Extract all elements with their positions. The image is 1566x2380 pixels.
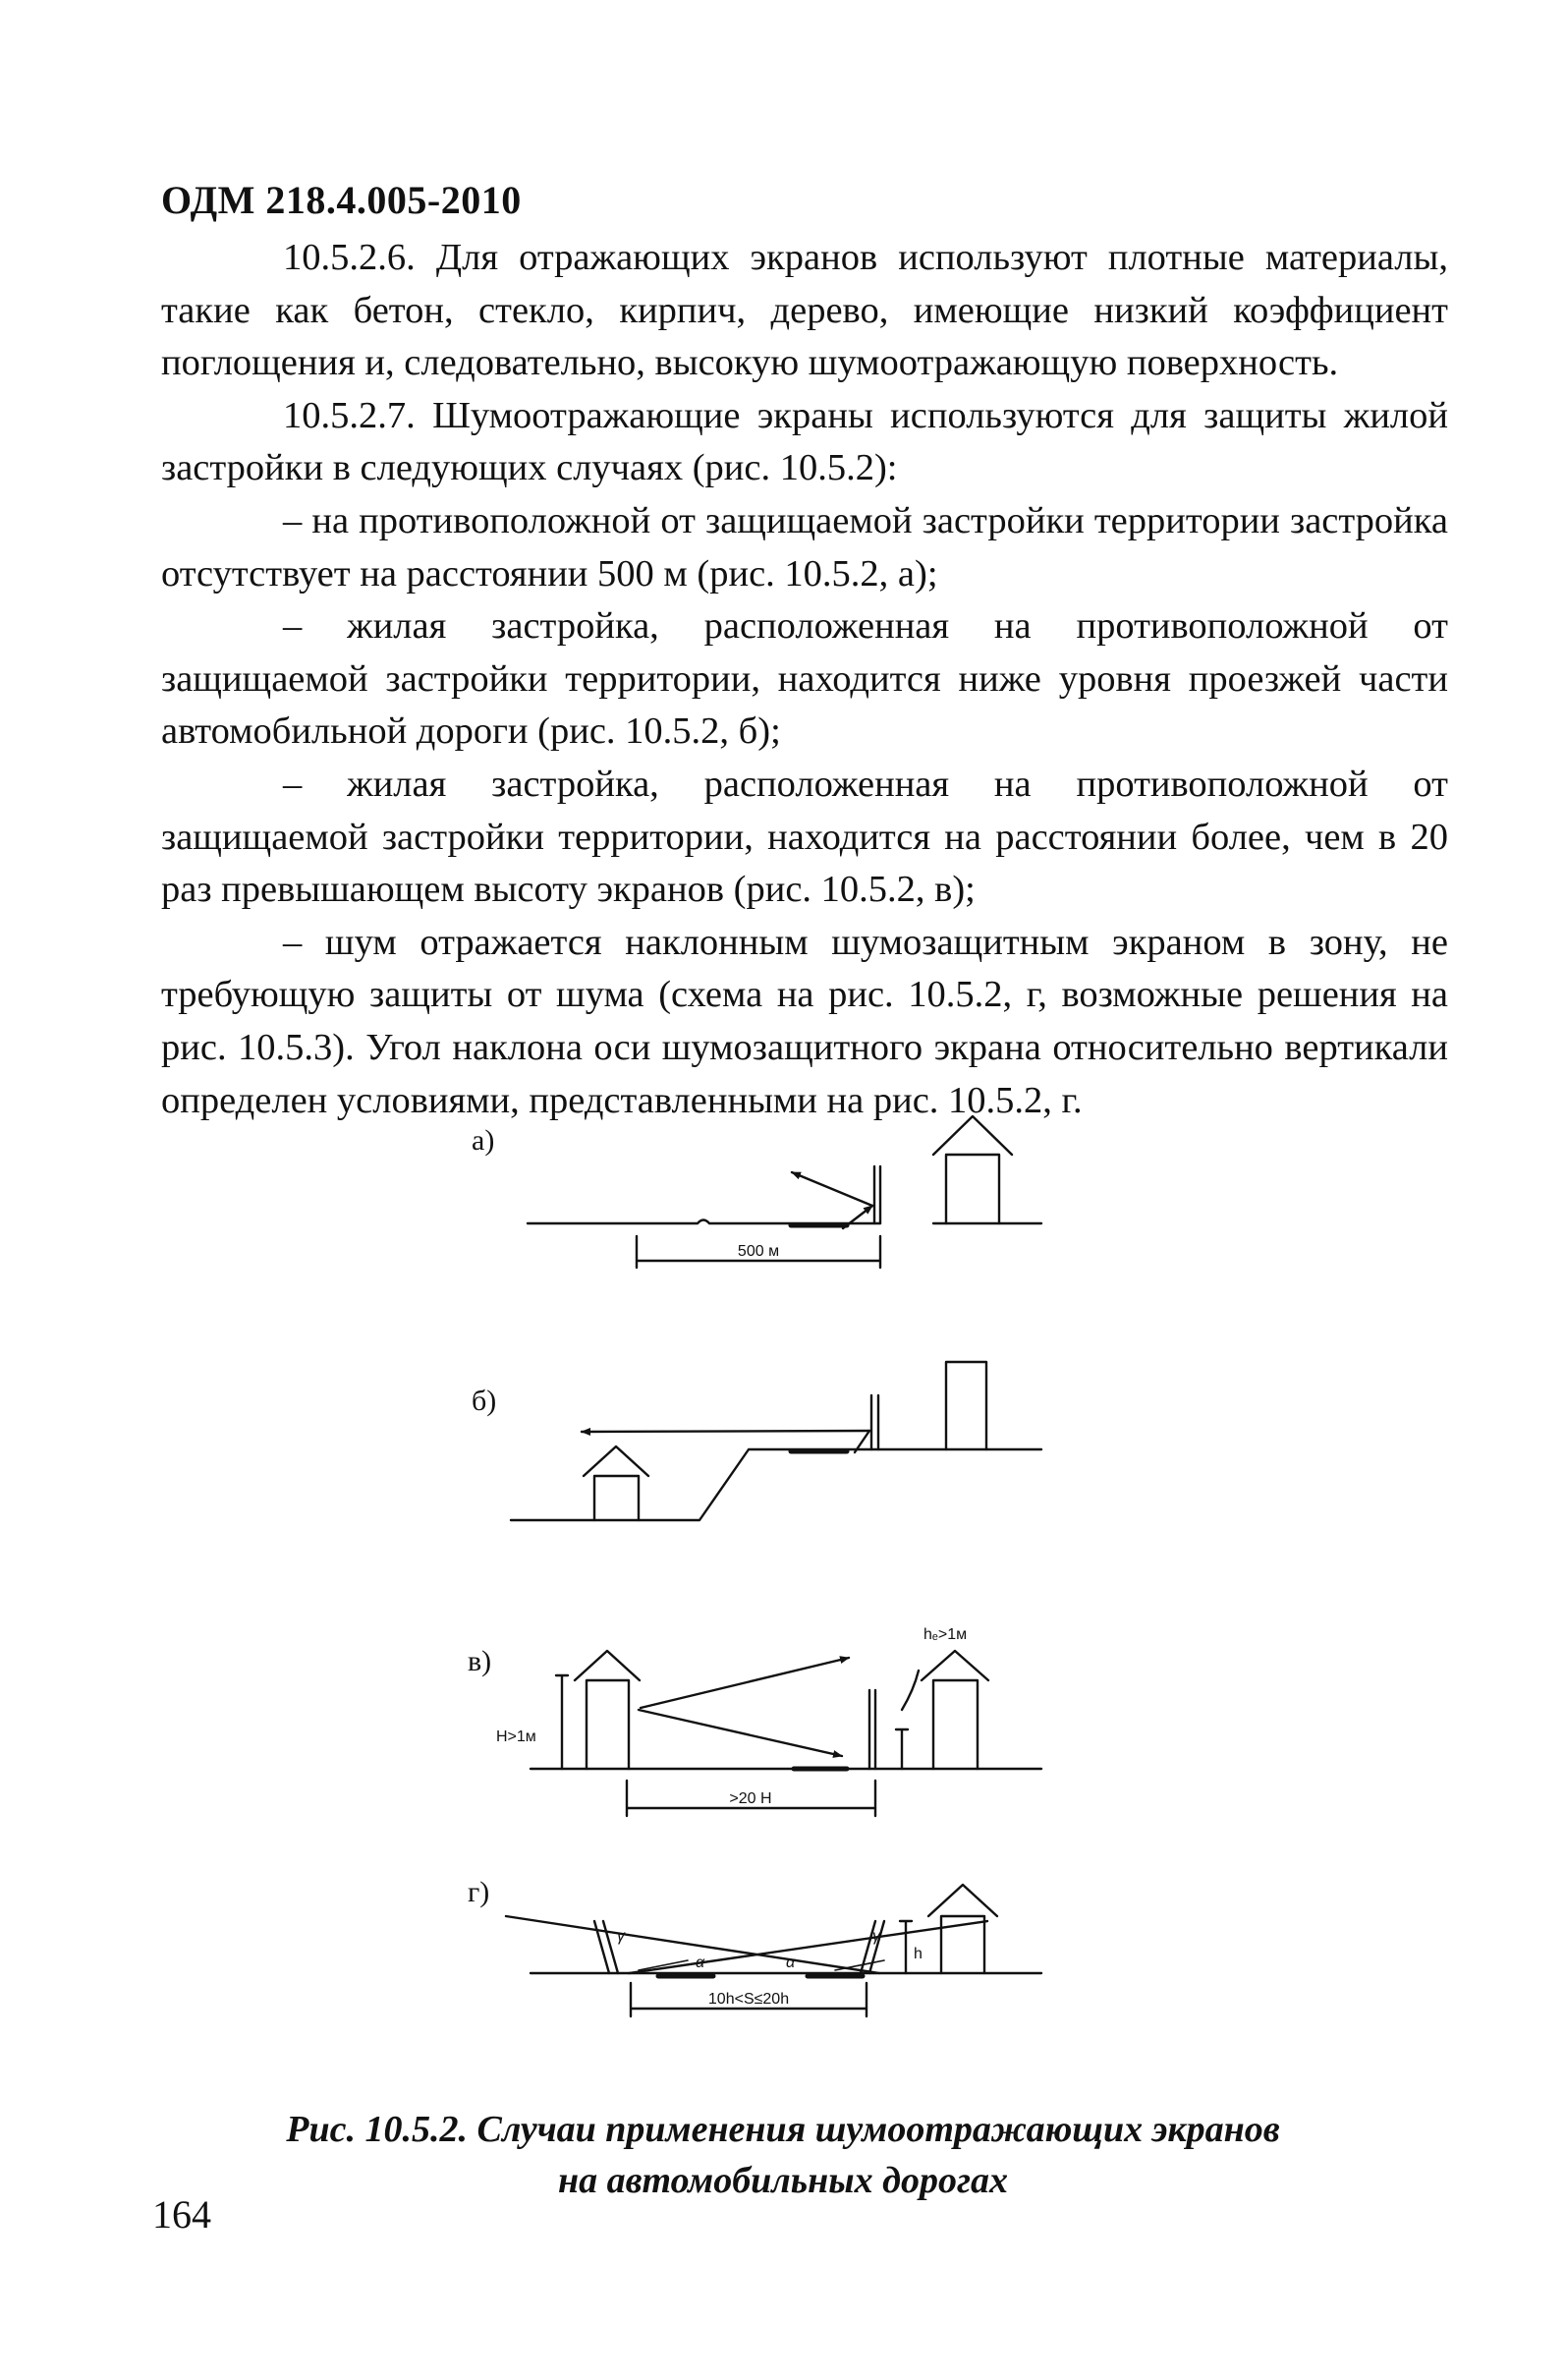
sound-ray — [629, 1921, 987, 1973]
height-label: h — [914, 1946, 923, 1962]
reflected-ray-arrow — [582, 1431, 869, 1432]
ground-line — [528, 1220, 880, 1224]
height-dimension — [900, 1921, 912, 1973]
list-item-case-v: – жилая застройка, расположенная на противоположной от защищаемой застройки территории, находится на расстоянии более, чем в 20 раз превышающем высоту экранов (рис. 10.5.2, в); — [161, 763, 1448, 911]
list-item-case-g: – шум отражается наклонным шумозащитным экраном в зону, не требующую защиты от шума (схема на рис. 10.5.2, г, возможные решения на рис. 10.5.3). Угол наклона оси шумозащитного экрана относительно вертикали определен условиями, представленными на рис. 10.5.2, г. — [161, 921, 1448, 1121]
screen-icon — [874, 1166, 880, 1223]
sound-ray-arrow — [639, 1710, 842, 1756]
dimension-500m: 500 м — [737, 1243, 780, 1260]
screen-height-dimension — [896, 1729, 908, 1769]
figure-g-label: г) — [468, 1876, 490, 1908]
house-height-label: H>1м — [496, 1728, 536, 1745]
caption-line-1: Рис. 10.5.2. Случаи применения шумоотражающих экранов — [286, 2109, 1280, 2150]
list-item-case-a: – на противоположной от защищаемой застройки территории застройка отсутствует на расстоянии 500 м (рис. 10.5.2, а); — [161, 499, 1448, 595]
building-icon — [946, 1362, 986, 1449]
dimension-20h: >20 H — [729, 1790, 772, 1807]
angle-alpha-right: α — [786, 1955, 796, 1971]
figure-a-label: а) — [472, 1124, 495, 1157]
caption-line-2: на автомобильных дорогах — [557, 2160, 1009, 2201]
house-left-icon — [575, 1651, 640, 1769]
paragraph-10-5-2-6: 10.5.2.6. Для отражающих экранов используют плотные материалы, такие как бетон, стекло, кирпич, дерево, имеющие низкий коэффициент поглощения и, следовательно, высокую шумоотражающую поверхность. — [161, 237, 1448, 384]
figure-caption — [161, 2104, 1405, 2206]
leader-line — [902, 1671, 919, 1710]
screen-icon — [869, 1690, 875, 1769]
figure-b — [472, 1362, 1041, 1520]
figure-b-label: б) — [472, 1385, 497, 1417]
document-code: ОДМ 218.4.005-2010 — [161, 178, 522, 222]
sound-ray-arrow — [843, 1206, 872, 1228]
list-item-case-b: – жилая застройка, расположенная на противоположной от защищаемой застройки территории, находится ниже уровня проезжей части автомобильной дороги (рис. 10.5.2, б); — [161, 605, 1448, 753]
house-right-icon — [922, 1651, 988, 1769]
angle-gamma-right: γ — [872, 1928, 880, 1945]
screen-height-label: hₑ>1м — [923, 1626, 968, 1643]
figure-v — [468, 1626, 1041, 1816]
inclined-screen-left — [594, 1921, 618, 1973]
dimension-s-range: 10h<S≤20h — [707, 1991, 790, 2008]
paragraph-10-5-2-7: 10.5.2.7. Шумоотражающие экраны используются для защиты жилой застройки в следующих случаях (рис. 10.5.2): — [161, 394, 1448, 489]
page-number: 164 — [152, 2192, 211, 2237]
angle-gamma-left: γ — [617, 1928, 625, 1945]
angle-alpha-left: α — [696, 1955, 705, 1971]
figure-a — [472, 1116, 1041, 1268]
reflected-ray-arrow — [792, 1172, 872, 1206]
height-dimension — [556, 1675, 568, 1769]
ground-embankment — [511, 1449, 1041, 1520]
house-icon — [584, 1446, 648, 1520]
screen-icon — [871, 1395, 878, 1449]
sound-ray-arrow — [641, 1658, 849, 1708]
figure-v-label: в) — [468, 1645, 492, 1677]
figure-g — [468, 1876, 1041, 2016]
house-icon — [933, 1116, 1012, 1223]
